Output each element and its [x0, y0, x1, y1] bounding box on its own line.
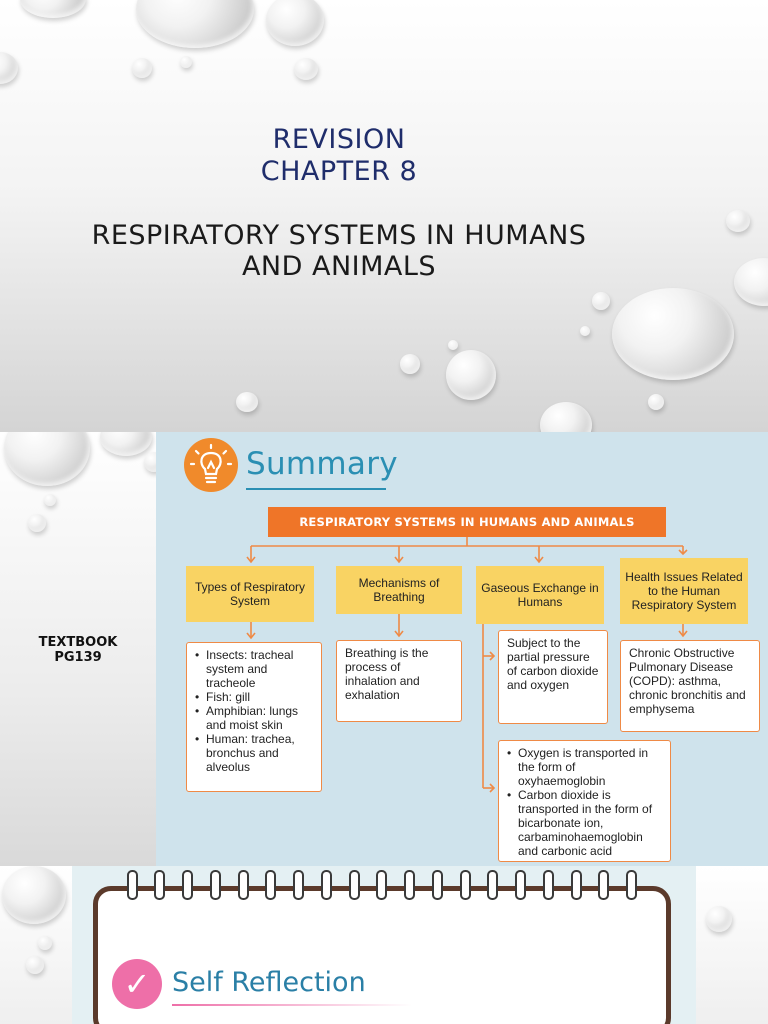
health-details-box: Chronic Obstructive Pulmonary Disease (COPD): asthma, chronic bronchitis and emphysema: [620, 640, 760, 732]
water-drop: [706, 906, 732, 932]
water-drop: [144, 452, 156, 472]
spiral-ring: [154, 870, 165, 900]
transport-list: [507, 746, 662, 858]
list-item: • Carbon dioxide is transported in the form of bicarbonate ion, carbaminohaemoglobin and carbonic acid: [507, 788, 662, 858]
spiral-ring: [432, 870, 443, 900]
textbook-reference: [0, 635, 156, 665]
water-drop: [0, 52, 18, 84]
chapter-heading: CHAPTER 8: [260, 156, 418, 187]
water-drop: [612, 288, 734, 380]
spiral-ring: [404, 870, 415, 900]
side-panel: [0, 432, 156, 866]
list-item: • Insects: tracheal system and tracheole: [195, 648, 313, 690]
spiral-ring: [571, 870, 582, 900]
water-drop: [38, 936, 52, 950]
textbook-label: TEXTBOOK: [38, 635, 118, 650]
spiral-ring: [349, 870, 360, 900]
water-drop: [592, 292, 610, 310]
category-types-respiratory-system: Types of Respiratory System: [186, 566, 314, 622]
spiral-ring: [293, 870, 304, 900]
water-drop: [26, 956, 44, 974]
water-drop: [540, 402, 592, 432]
water-drop: [44, 494, 56, 506]
list-item: • Fish: gill: [195, 690, 313, 704]
spiral-ring: [238, 870, 249, 900]
summary-title: Summary: [246, 446, 398, 482]
water-drop: [580, 326, 590, 336]
chapter-title-line1: RESPIRATORY SYSTEMS IN HUMANS: [91, 220, 587, 251]
spiral-ring: [265, 870, 276, 900]
types-list: [195, 648, 313, 774]
category-gaseous-exchange: Gaseous Exchange in Humans: [476, 566, 604, 624]
water-drop: [28, 514, 46, 532]
reflection-underline: [172, 1004, 412, 1006]
water-drop: [4, 432, 90, 486]
checkmark-icon: ✓: [112, 959, 162, 1009]
spiral-ring: [210, 870, 221, 900]
spiral-ring: [321, 870, 332, 900]
transport-details-box: [498, 740, 671, 862]
concept-map-root: RESPIRATORY SYSTEMS IN HUMANS AND ANIMALS: [268, 507, 666, 537]
summary-panel: [156, 432, 768, 866]
water-drop: [446, 350, 496, 400]
water-drop: [726, 210, 750, 232]
spiral-ring: [598, 870, 609, 900]
exchange-details-box: Subject to the partial pressure of carbon dioxide and oxygen: [498, 630, 608, 724]
spiral-ring: [515, 870, 526, 900]
list-item: • Human: trachea, bronchus and alveolus: [195, 732, 313, 774]
summary-slide: [0, 432, 768, 866]
water-drop: [20, 0, 86, 18]
list-item: • Amphibian: lungs and moist skin: [195, 704, 313, 732]
types-details-box: [186, 642, 322, 792]
water-drop: [648, 394, 664, 410]
water-drop: [294, 58, 318, 80]
spiral-ring: [487, 870, 498, 900]
textbook-page: PG139: [54, 650, 102, 665]
water-drop: [136, 0, 254, 48]
water-drop: [400, 354, 420, 374]
reflection-slide: [0, 866, 768, 1024]
water-drop: [236, 392, 258, 412]
spiral-ring: [127, 870, 138, 900]
chapter-title-line2: AND ANIMALS: [241, 251, 437, 282]
spiral-ring: [460, 870, 471, 900]
breathing-details-box: Breathing is the process of inhalation and exhalation: [336, 640, 462, 722]
water-drop: [100, 432, 152, 456]
spiral-ring: [626, 870, 637, 900]
water-drop: [2, 866, 66, 924]
water-drop: [448, 340, 458, 350]
title-slide: [0, 0, 768, 432]
spiral-ring: [182, 870, 193, 900]
category-mechanisms-of-breathing: Mechanisms of Breathing: [336, 566, 462, 614]
list-item: • Oxygen is transported in the form of oxyhaemoglobin: [507, 746, 662, 788]
water-drop: [180, 56, 192, 68]
revision-heading: REVISION: [272, 124, 406, 155]
self-reflection-title: Self Reflection: [172, 967, 366, 998]
spiral-ring: [543, 870, 554, 900]
water-drop: [266, 0, 324, 46]
category-health-issues: Health Issues Related to the Human Respiratory System: [620, 558, 748, 624]
spiral-ring: [376, 870, 387, 900]
water-drop: [734, 258, 768, 306]
water-drop: [132, 58, 152, 78]
